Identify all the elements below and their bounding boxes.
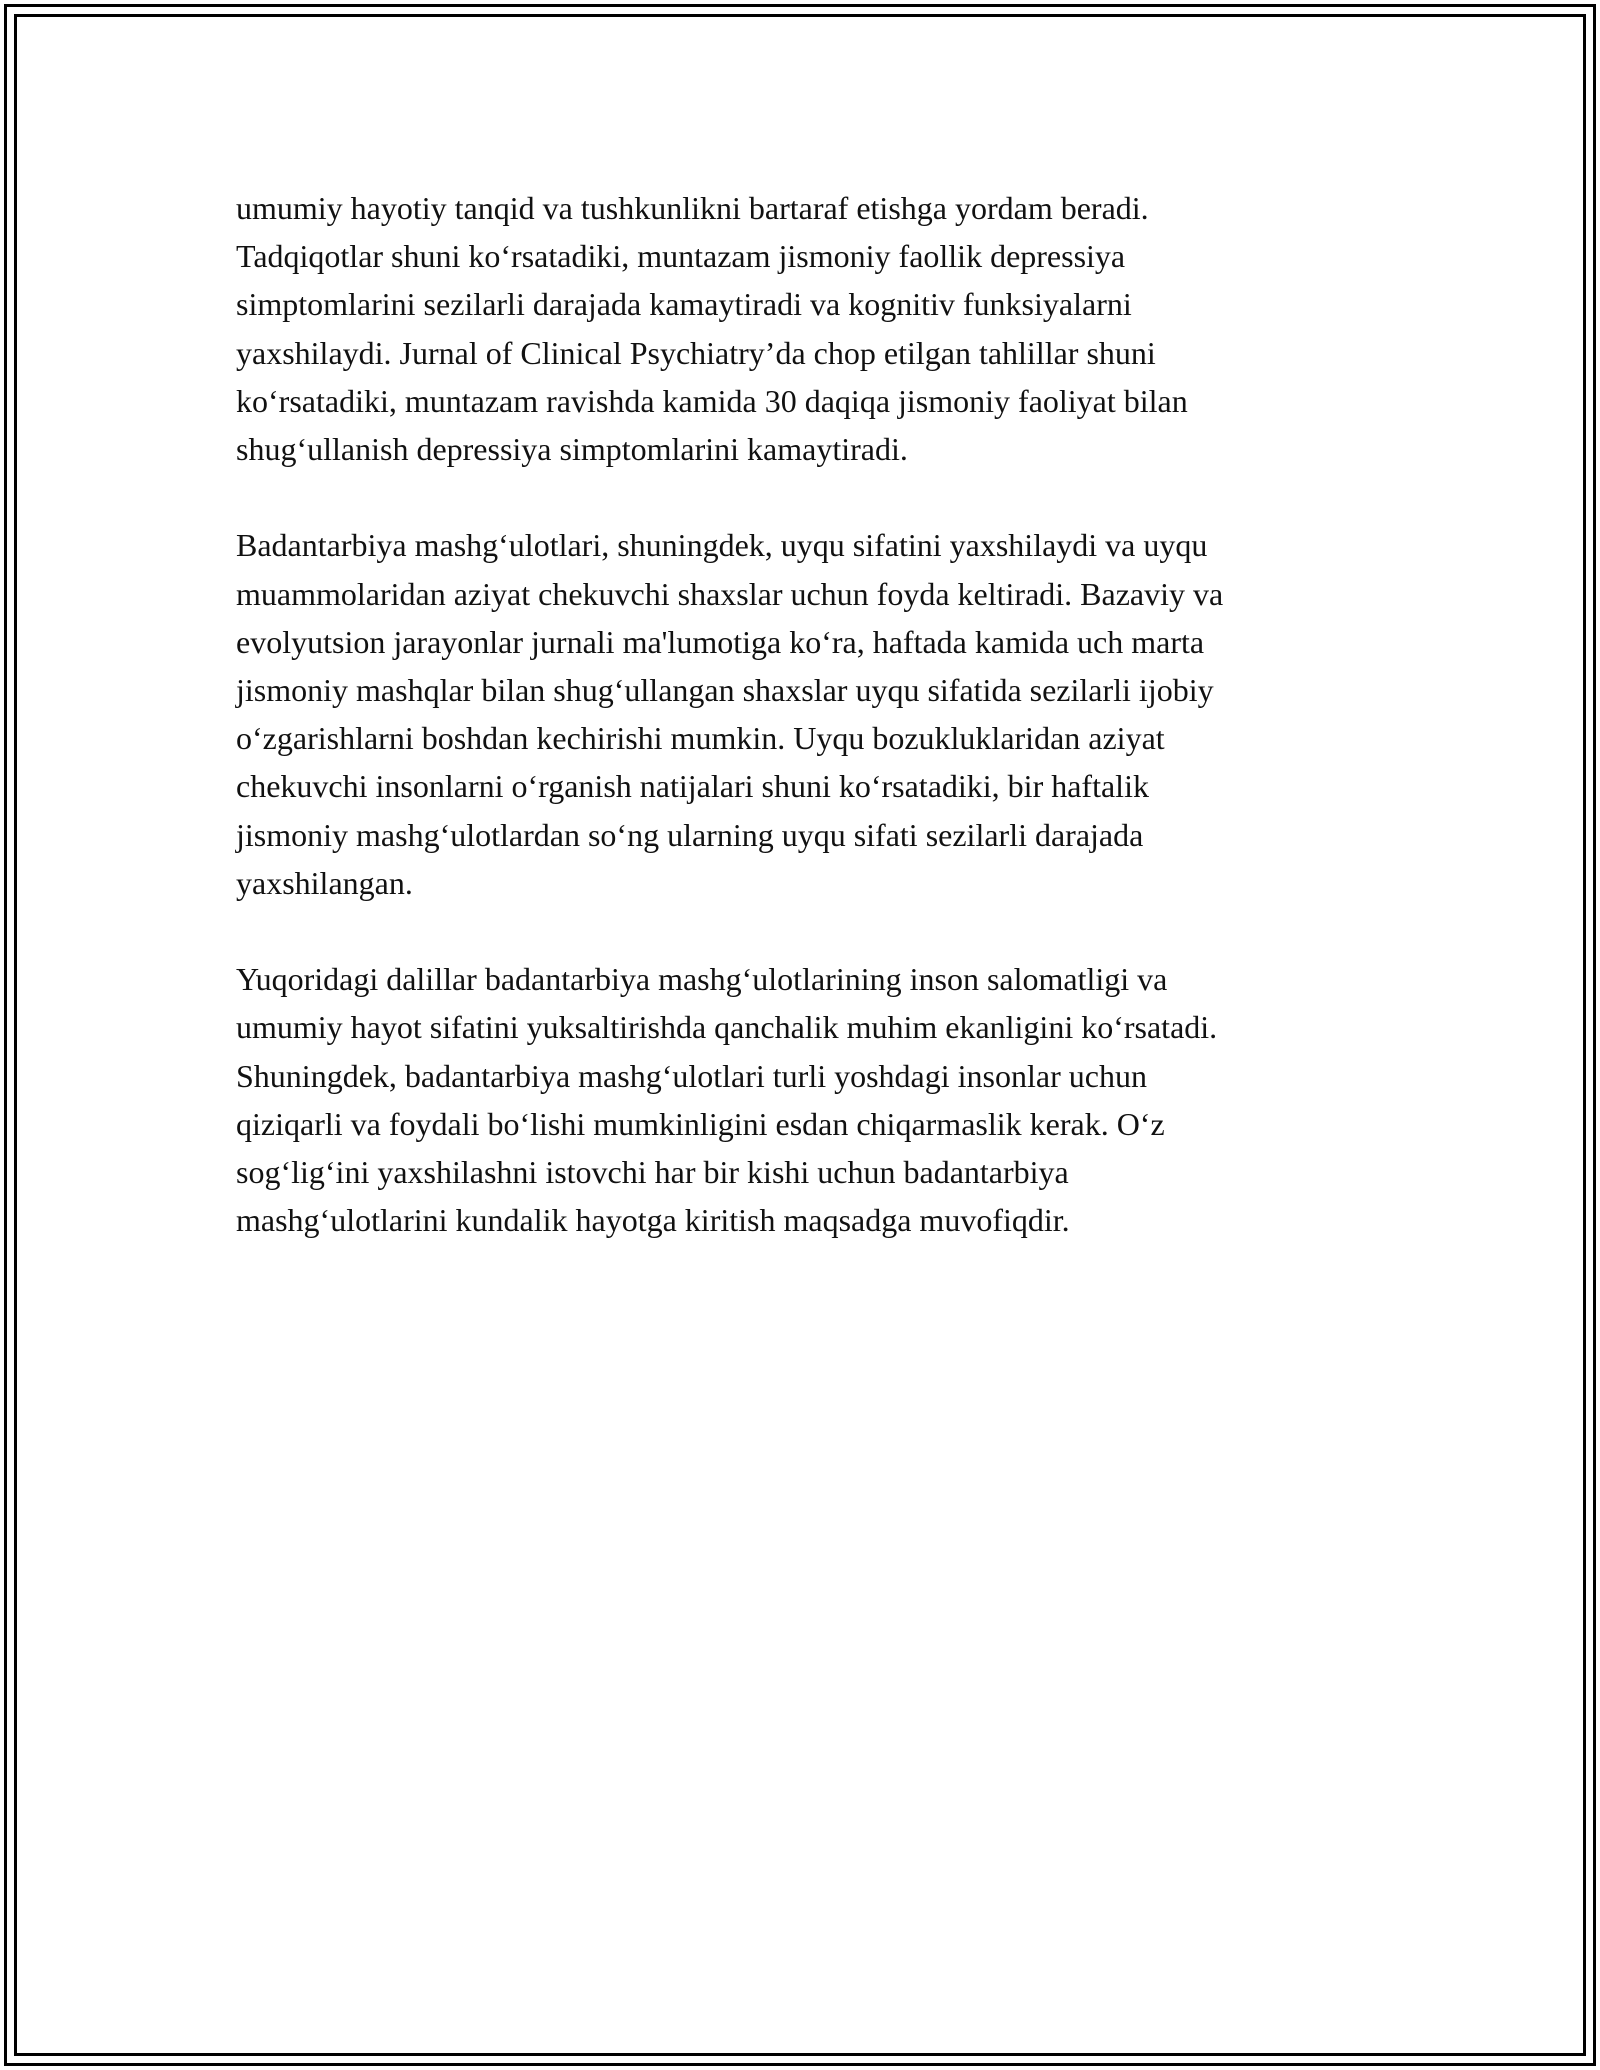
document-body [236, 184, 1376, 1244]
text-line: Badantarbiya mashg‘ulotlari, shuningdek, uyqu sifatini yaxshilaydi va uyqu [236, 527, 1208, 564]
text-line: chekuvchi insonlarni o‘rganish natijalari shuni ko‘rsatadiki, bir haftalik [236, 768, 1149, 805]
text-line: evolyutsion jarayonlar jurnali ma'lumotiga ko‘ra, haftada kamida uch marta [236, 623, 1205, 660]
text-line: yaxshilangan. [236, 864, 413, 901]
paragraph-1 [236, 184, 1376, 473]
text-line: Yuqoridagi dalillar badantarbiya mashg‘ulotlarining inson salomatligi va [236, 961, 1168, 998]
text-line: o‘zgarishlarni boshdan kechirishi mumkin. Uyqu bozukluklaridan aziyat [236, 720, 1165, 757]
text-line: muammolaridan aziyat chekuvchi shaxslar uchun foyda keltiradi. Bazaviy va [236, 575, 1224, 612]
text-line: jismoniy mashqlar bilan shug‘ullangan shaxslar uyqu sifatida sezilarli ijobiy [236, 672, 1214, 709]
paragraph-2 [236, 521, 1376, 907]
text-line: umumiy hayot sifatini yuksaltirishda qanchalik muhim ekanligini ko‘rsatadi. [236, 1009, 1218, 1046]
paragraph-spacer [236, 907, 1376, 955]
text-line: Tadqiqotlar shuni ko‘rsatadiki, muntazam jismoniy faollik depressiya [236, 238, 1126, 275]
text-line: jismoniy mashg‘ulotlardan so‘ng ularning uyqu sifati sezilarli darajada [236, 816, 1144, 853]
text-line: simptomlarini sezilarli darajada kamaytiradi va kognitiv funksiyalarni [236, 286, 1132, 323]
text-line: umumiy hayotiy tanqid va tushkunlikni bartaraf etishga yordam beradi. [236, 190, 1149, 226]
text-line: shug‘ullanish depressiya simptomlarini kamaytiradi. [236, 431, 908, 468]
text-line: ko‘rsatadiki, muntazam ravishda kamida 30 daqiqa jismoniy faoliyat bilan [236, 382, 1188, 419]
text-line: qiziqarli va foydali bo‘lishi mumkinligini esdan chiqarmaslik kerak. O‘z [236, 1105, 1165, 1142]
paragraph-spacer [236, 473, 1376, 521]
text-line: Shuningdek, badantarbiya mashg‘ulotlari turli yoshdagi insonlar uchun [236, 1057, 1147, 1094]
paragraph-3 [236, 955, 1376, 1244]
text-line: mashg‘ulotlarini kundalik hayotga kiritish maqsadga muvofiqdir. [236, 1202, 1070, 1239]
text-line: yaxshilaydi. Jurnal of Clinical Psychiatry’da chop etilgan tahlillar shuni [236, 334, 1156, 371]
text-line: sog‘lig‘ini yaxshilashni istovchi har bir kishi uchun badantarbiya [236, 1154, 1069, 1191]
